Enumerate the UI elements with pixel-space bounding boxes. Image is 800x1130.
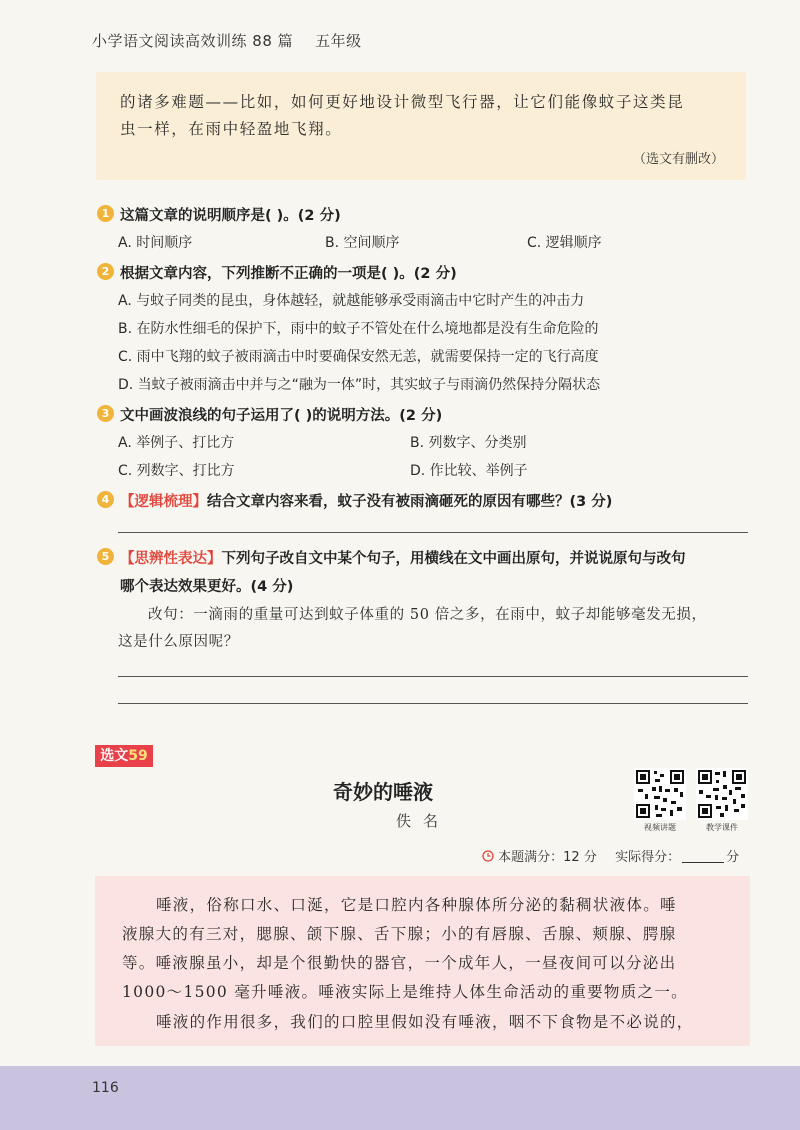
- question-5-prompt: 下列句子改自文中某个句子，用横线在文中画出原句，并说说原句与改句: [221, 551, 686, 567]
- question-tag: 【思辨性表达】: [120, 551, 222, 567]
- clock-icon: [482, 850, 494, 862]
- q2-option-d[interactable]: D. 当蚊子被雨滴击中并与之“融为一体”时，其实蚊子与雨滴仍然保持分隔状态: [118, 377, 601, 393]
- revised-sentence: 改句：一滴雨的重量可达到蚊子体重的 50 倍之多，在雨中，蚊子却能够毫发无损，: [148, 607, 707, 623]
- selection-label: 选文: [100, 748, 129, 764]
- question-4-text: [120, 490, 612, 511]
- score-line: [482, 846, 739, 865]
- question-1-text: 这篇文章的说明顺序是( )。(2 分): [120, 208, 341, 224]
- qr-code-courseware-icon[interactable]: [696, 768, 748, 820]
- q3-option-b[interactable]: B. 列数字、分类别: [410, 435, 527, 451]
- answer-line[interactable]: [118, 703, 748, 704]
- score-blank[interactable]: [682, 862, 724, 863]
- question-number-badge: 4: [97, 491, 114, 508]
- question-2-text: 根据文章内容，下列推断不正确的一项是( )。(2 分): [120, 266, 457, 282]
- book-title: 小学语文阅读高效训练 88 篇: [92, 32, 294, 50]
- q2-option-c[interactable]: C. 雨中飞翔的蚊子被雨滴击中时要确保安然无恙，就需要保持一定的飞行高度: [118, 349, 599, 365]
- q3-option-d[interactable]: D. 作比较、举例子: [410, 463, 528, 479]
- article-title: 奇妙的唾液: [333, 780, 433, 804]
- q1-option-a[interactable]: A. 时间顺序: [118, 235, 193, 251]
- answer-line[interactable]: [118, 532, 748, 533]
- q3-option-a[interactable]: A. 举例子、打比方: [118, 435, 235, 451]
- source-note: （选文有删改）: [633, 152, 725, 167]
- score-full-label: 本题满分：: [498, 850, 564, 865]
- score-full-value: 12 分: [563, 850, 597, 865]
- article-author: 佚名: [396, 812, 451, 830]
- q1-option-b[interactable]: B. 空间顺序: [325, 235, 400, 251]
- selection-number: 59: [128, 748, 148, 764]
- question-number-badge: 2: [97, 263, 114, 280]
- question-5-text: [120, 547, 686, 568]
- revised-sentence-cont: 这是什么原因呢？: [118, 634, 239, 650]
- passage-line: 虫一样，在雨中轻盈地飞翔。: [120, 120, 343, 138]
- answer-line[interactable]: [118, 676, 748, 677]
- score-unit: 分: [726, 850, 740, 865]
- reading-line: 等。唾液腺虽小，却是个很勤快的器官，一个成年人，一昼夜间可以分泌出: [122, 954, 677, 972]
- question-4-prompt: 结合文章内容来看，蚊子没有被雨滴砸死的原因有哪些？(3 分): [207, 494, 613, 510]
- q2-option-b[interactable]: B. 在防水性细毛的保护下，雨中的蚊子不管处在什么境地都是没有生命危险的: [118, 321, 599, 337]
- score-actual-label: 实际得分：: [615, 850, 681, 865]
- question-number-badge: 1: [97, 205, 114, 222]
- q2-option-a[interactable]: A. 与蚊子同类的昆虫，身体越轻，就越能够承受雨滴击中它时产生的冲击力: [118, 293, 585, 309]
- footer-band: [0, 1066, 800, 1130]
- question-number-badge: 3: [97, 405, 114, 422]
- passage-line: 的诸多难题——比如，如何更好地设计微型飞行器，让它们能像蚊子这类昆: [120, 93, 685, 111]
- question-tag: 【逻辑梳理】: [120, 494, 207, 510]
- selection-tag: [95, 745, 153, 767]
- question-number-badge: 5: [97, 548, 114, 565]
- q3-option-c[interactable]: C. 列数字、打比方: [118, 463, 235, 479]
- q1-option-c[interactable]: C. 逻辑顺序: [527, 235, 602, 251]
- reading-line: 唾液的作用很多，我们的口腔里假如没有唾液，咽不下食物是不必说的，: [156, 1013, 694, 1031]
- question-5-text-cont: 哪个表达效果更好。(4 分): [120, 579, 294, 595]
- qr-courseware-label: 教学课件: [706, 823, 738, 832]
- reading-line: 唾液，俗称口水、口涎，它是口腔内各种腺体所分泌的黏稠状液体。唾: [156, 896, 677, 914]
- question-3-text: 文中画波浪线的句子运用了( )的说明方法。(2 分): [120, 408, 443, 424]
- reading-line: 1000～1500 毫升唾液。唾液实际上是维持人体生命活动的重要物质之一。: [122, 983, 688, 1001]
- grade-label: 五年级: [315, 32, 362, 50]
- qr-code-video-icon[interactable]: [634, 768, 686, 820]
- book-header: [92, 30, 362, 51]
- qr-video-label: 视频讲题: [644, 823, 676, 832]
- page-number: 116: [92, 1080, 119, 1096]
- reading-line: 液腺大的有三对，腮腺、颌下腺、舌下腺；小的有唇腺、舌腺、颊腺、腭腺: [122, 925, 677, 943]
